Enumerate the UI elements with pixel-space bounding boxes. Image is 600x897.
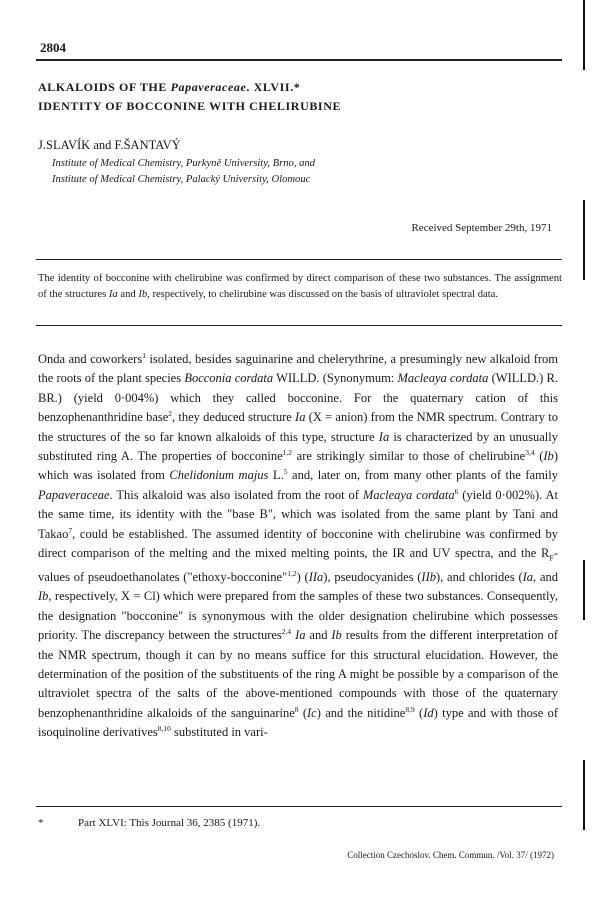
title-prefix: ALKALOIDS OF THE <box>38 80 167 94</box>
scan-edge-line-low <box>583 560 585 620</box>
abstract-bottom-rule <box>36 325 562 326</box>
footnote-rule <box>36 806 562 807</box>
abstract-top-rule <box>36 259 562 260</box>
article-title-line-2: IDENTITY OF BOCCONINE WITH CHELIRUBINE <box>38 99 342 113</box>
title-family-name: Papaveraceae <box>170 80 247 94</box>
page-number: 2804 <box>40 40 66 55</box>
scan-edge-line-bottom <box>583 760 585 830</box>
footnote-text: Part XLVI: This Journal 36, 2385 (1971). <box>78 817 261 829</box>
affiliation-1: Institute of Medical Chemistry, Purkyně University, Brno, and <box>52 158 316 169</box>
article-title-line-1 <box>38 80 300 95</box>
footnote <box>38 817 260 829</box>
abstract: The identity of bocconine with chelirubine was confirmed by direct comparison of these two substances. The assignment of the structures Ia and Ib, respectively, to chelirubine was discussed on the basis of ultraviolet spectral data. <box>38 273 562 300</box>
received-date: Received September 29th, 1971 <box>411 222 552 234</box>
journal-reference: Collection Czechoslov. Chem. Commun. /Vol. 37/ (1972) <box>347 850 554 860</box>
body-paragraph: Onda and coworkers$^1$ isolated, besides saguinarine and chelerythrine, a presumingly new alkaloid from the roots of the plant species Bocconia cordata WILLD. (Synonymum: Macleaya cordata (WILLD.) R. BR.) (yield 0·004%) which they called bocconine. For the quaternary cation of this benzophenanthridine base$^2$, they deduced structure Ia (X = anion) from the NMR spectrum. Contrary to the structures of the so far known alkaloids of this type, structure Ia is characterized by an unusually substituted ring A. The properties of bocconine$^{1,2}$ are strikingly similar to those of chelirubine$^{3,4}$ (Ib) which was isolated from Chelidonium majus L.$^5$ and, later on, from many other plants of the family Papaveraceae. This alkaloid was also isolated from the root of Macleaya cordata$^6$ (yield 0·002%). At the same time, its identity with the "base B", which was isolated from the same plant by Tani and Takao$^7$, could be established. The assumed identity of bocconine with chelirubine was confirmed by direct comparison of the melting and the mixed melting points, the IR and UV spectra, and the $R_F$-values of pseudoethanolates ("ethoxy-bocconine"$^{1,2}$) (IIa), pseudocyanides (IIb), and chlorides (Ia, and Ib, respectively, X = Cl) which were prepared from the samples of these two substances. Consequently, the designation "bocconine" is synonymous with the older designation chelirubine which possesses priority. The discrepancy between the structures$^{2,4}$ Ia and Ib results from the different interpretation of the NMR spectrum, though it can by no means suffice for this structural elucidation. However, the determination of the position of the substituents of the ring A might be possible by a comparison of the ultraviolet spectra of the salts of the above-mentioned compounds with those of the quaternary benzophenanthridine alkaloids of the sanguinarine$^8$ (Ic) and the nitidine$^{8,9}$ (Id) type and with those of isoquinoline derivatives$^{8,10}$ substituted in vari- <box>38 350 559 740</box>
scan-edge-line-mid <box>583 200 585 280</box>
footnote-mark: * <box>38 817 44 829</box>
scan-edge-line-top <box>583 0 585 70</box>
title-suffix: . XLVII.* <box>246 80 301 94</box>
affiliation-2: Institute of Medical Chemistry, Palacký University, Olomouc <box>52 174 311 185</box>
authors: J.SLAVÍK and F.ŠANTAVÝ <box>38 138 181 152</box>
header-rule <box>36 59 562 61</box>
